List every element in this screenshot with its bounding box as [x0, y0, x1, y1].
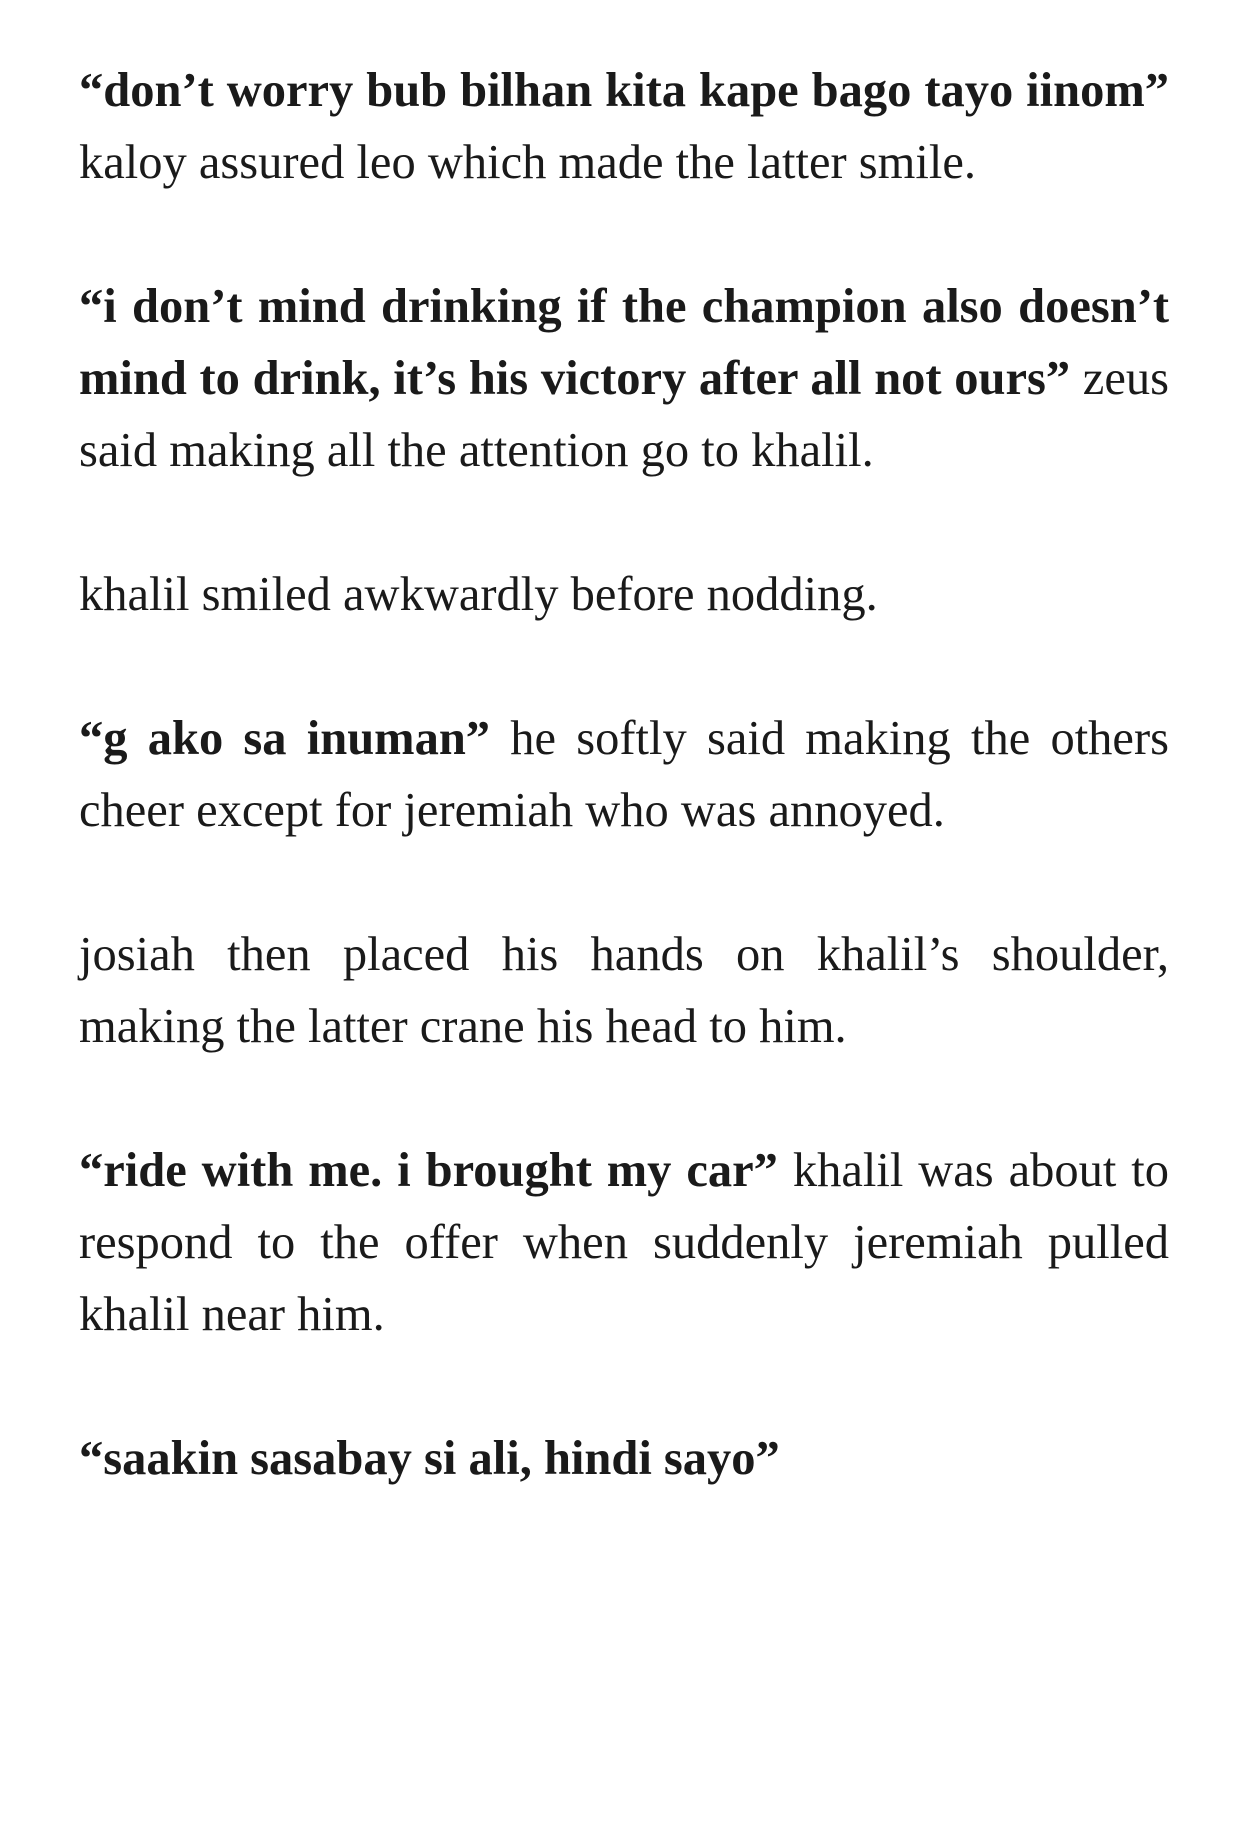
narration-text: he softly said making the others cheer except for jeremiah who was annoyed.: [79, 712, 1169, 837]
story-page: [79, 55, 1169, 1495]
paragraph-6: [79, 1135, 1169, 1351]
paragraph-7: [79, 1423, 1169, 1495]
narration-text: josiah then placed his hands on khalil’s shoulder, making the latter crane his head to him.: [79, 928, 1169, 1053]
dialogue-text: “g ako sa inuman”: [79, 712, 491, 765]
paragraph-5: [79, 919, 1169, 1063]
dialogue-text: “i don’t mind drinking if the champion also doesn’t mind to drink, it’s his victory after all not ours”: [79, 280, 1169, 405]
dialogue-text: “don’t worry bub bilhan kita kape bago tayo iinom”: [79, 64, 1169, 117]
paragraph-3: [79, 559, 1169, 631]
narration-text: kaloy assured leo which made the latter smile.: [79, 136, 976, 189]
narration-text: khalil was about to respond to the offer when suddenly jeremiah pulled khalil near him.: [79, 1144, 1169, 1341]
dialogue-text: “ride with me. i brought my car”: [79, 1144, 778, 1197]
paragraph-2: [79, 271, 1169, 487]
narration-text: khalil smiled awkwardly before nodding.: [79, 568, 878, 621]
paragraph-4: [79, 703, 1169, 847]
narration-text: zeus said making all the attention go to khalil.: [79, 352, 1169, 477]
dialogue-text: “saakin sasabay si ali, hindi sayo”: [79, 1432, 780, 1485]
paragraph-1: [79, 55, 1169, 199]
